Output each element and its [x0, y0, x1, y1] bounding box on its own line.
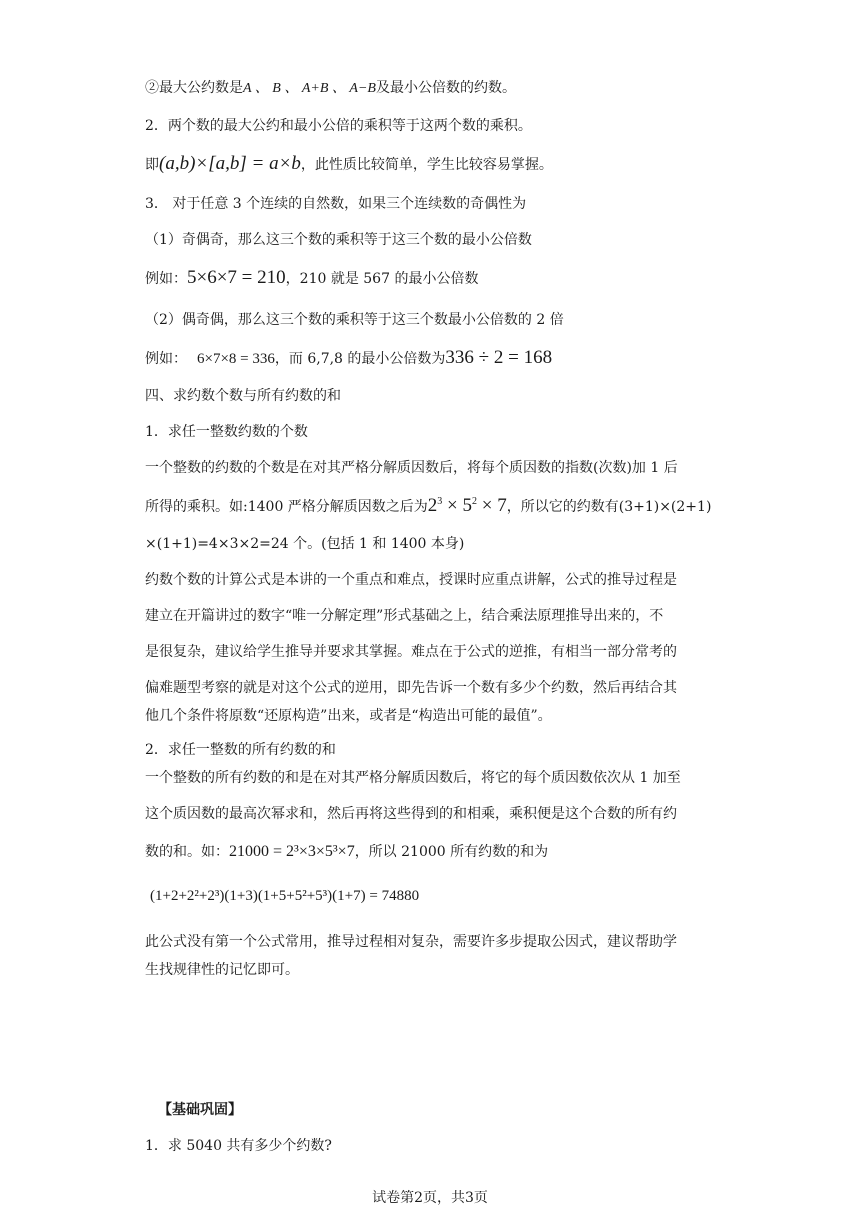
text-line: 2．两个数的最大公约和最小公倍的乘积等于这两个数的乘积。: [145, 118, 532, 134]
text-line: （1）奇偶奇，那么这三个数的乘积等于这三个数的最小公倍数: [145, 232, 532, 248]
text: ，所以它的约数有(3+1)×(2+1): [506, 499, 712, 515]
formula-part: × 5: [442, 495, 473, 516]
text: 例如：: [145, 351, 187, 367]
formula-line: [150, 886, 730, 906]
formula-part: × 7: [477, 495, 507, 516]
question: 1．求 5040 共有多少个约数?: [145, 1138, 332, 1154]
text-line: 这个质因数的最高次幂求和，然后再将这些得到的和相乘，乘积便是这个合数的所有约: [145, 806, 677, 822]
formula: (1+2+2²+2³)(1+3)(1+5+5²+5³)(1+7) = 74880: [150, 888, 420, 904]
text: ，此性质比较简单，学生比较容易掌握。: [300, 157, 553, 173]
text: 及最小公倍数的约数。: [375, 80, 516, 96]
text-line: [145, 842, 725, 862]
formula: A 、 B 、 A+B 、 A−B: [243, 81, 376, 96]
text: 例如：: [145, 271, 187, 287]
subheading: 2．求任一整数的所有约数的和: [145, 742, 336, 758]
formula-exponent: 3: [437, 496, 443, 507]
text-line: 他几个条件将原数“还原构造”出来，或者是“构造出可能的最值”。: [145, 708, 552, 724]
page-footer: 试卷第2页，共3页: [372, 1190, 488, 1206]
text-line: [145, 496, 725, 517]
formula: 21000 = 2³×3×5³×7: [229, 843, 355, 860]
section-heading: 四、求约数个数与所有约数的和: [145, 388, 341, 404]
formula-exponent: 2: [472, 496, 478, 507]
text: 即: [145, 157, 159, 173]
text-line: 约数个数的计算公式是本讲的一个重点和难点，授课时应重点讲解，公式的推导过程是: [145, 572, 677, 588]
text-line: [145, 348, 725, 369]
text-line: [145, 78, 725, 99]
text-line: 此公式没有第一个公式常用，推导过程相对复杂，需要许多步提取公因式，建议帮助学: [145, 934, 677, 950]
formula: (a,b)×[a,b] = a×b: [159, 153, 301, 174]
text: ，210 就是 567 的最小公倍数: [285, 271, 479, 287]
text: ，而 6,7,8 的最小公倍数为: [274, 351, 446, 367]
subheading: 1．求任一整数约数的个数: [145, 424, 308, 440]
text-line: 一个整数的所有约数的和是在对其严格分解质因数后，将它的每个质因数依次从 1 加至: [145, 770, 681, 786]
text-line: 生找规律性的记忆即可。: [145, 962, 299, 978]
formula: 6×7×8 = 336: [197, 351, 275, 367]
text: ②最大公约数是: [145, 80, 243, 96]
formula: [428, 495, 507, 516]
text: ，所以 21000 所有约数的和为: [354, 844, 549, 860]
formula-part: 2: [427, 495, 438, 516]
text: 数的和。如：: [145, 844, 229, 860]
text-line: ×(1+1)=4×3×2=24 个。(包括 1 和 1400 本身): [145, 536, 465, 552]
text-line: [145, 154, 725, 175]
text-line: 偏难题型考察的就是对这个公式的逆用，即先告诉一个数有多少个约数，然后再结合其: [145, 680, 677, 696]
text-line: [145, 268, 725, 289]
formula: 336 ÷ 2 = 168: [445, 347, 553, 368]
text-line: 一个整数的约数的个数是在对其严格分解质因数后，将每个质因数的指数(次数)加 1 后: [145, 460, 678, 476]
text-line: 3． 对于任意 3 个连续的自然数，如果三个连续数的奇偶性为: [145, 196, 527, 212]
text-line: 是很复杂，建议给学生推导并要求其掌握。难点在于公式的逆推，有相当一部分常考的: [145, 644, 677, 660]
formula: 5×6×7 = 210: [187, 267, 286, 288]
section-title: 【基础巩固】: [158, 1102, 242, 1118]
text-line: （2）偶奇偶，那么这三个数的乘积等于这三个数最小公倍数的 2 倍: [145, 312, 564, 328]
text-line: 建立在开篇讲过的数字“唯一分解定理”形式基础之上，结合乘法原理推导出来的，不: [145, 608, 664, 624]
text: 所得的乘积。如:1400 严格分解质因数之后为: [145, 499, 428, 515]
